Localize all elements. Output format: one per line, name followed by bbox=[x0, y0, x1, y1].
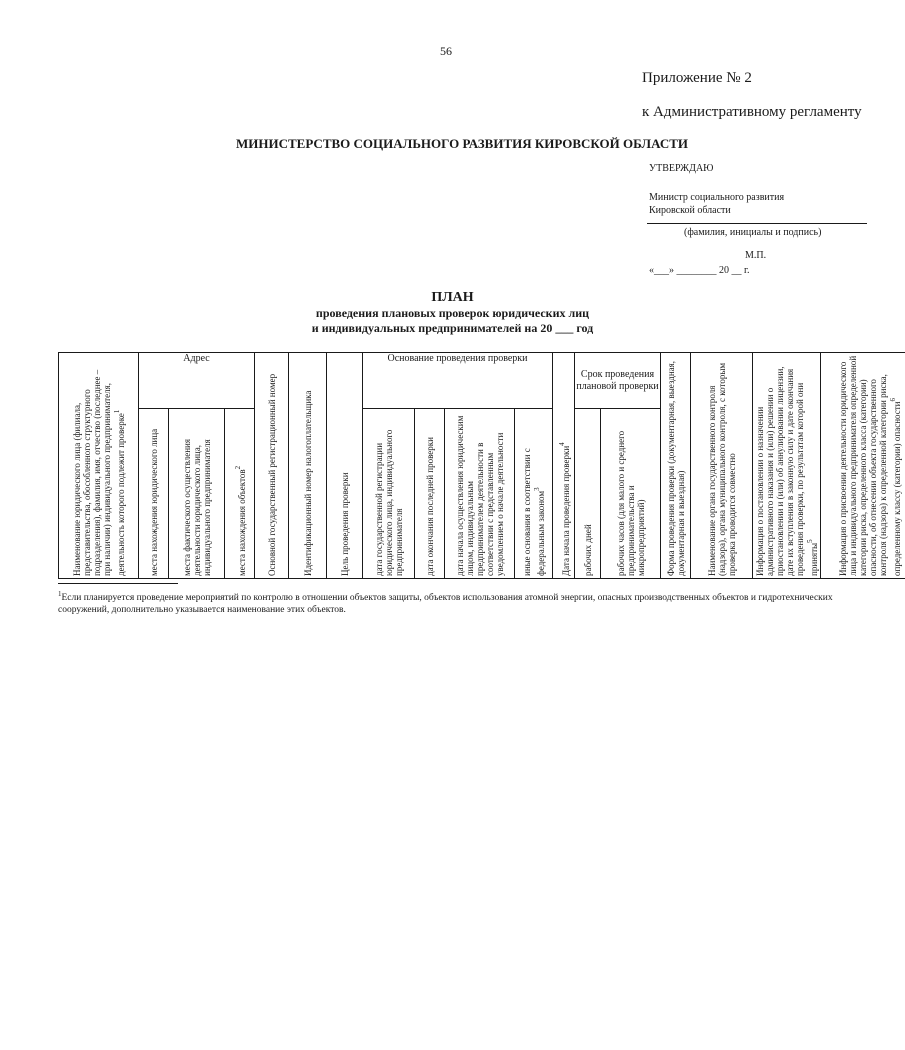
col-form: Форма проведения проверки (документарная, выездная, документарная и выездная) bbox=[661, 353, 691, 579]
col-inn: Идентификационный номер налогоплательщика bbox=[289, 353, 327, 579]
col-goal: Цель проведения проверки bbox=[327, 353, 363, 579]
signature-line bbox=[647, 223, 867, 224]
signature-hint: (фамилия, инициалы и подпись) bbox=[684, 227, 822, 238]
term-header: Срок проведения плановой проверки bbox=[575, 353, 661, 409]
col-start-date: Дата начала проведения проверки$^4$ bbox=[553, 353, 575, 579]
term-days: рабочих дней bbox=[575, 409, 601, 579]
basis-header: Основание проведения проверки bbox=[363, 353, 553, 409]
address-header: Адрес bbox=[139, 353, 255, 409]
col-penalty-info: Информация о постановлении о назначении административного наказания и (или) решении о приостановлении и (или) об аннулировании лицензии, дате их вступления в законную силу и дате окончания проведения проверки, по результатам которой они приняты$^5$ bbox=[753, 353, 821, 579]
footnote-rule bbox=[58, 583, 178, 584]
plan-subtitle-1: проведения плановых проверок юридических лиц bbox=[315, 306, 590, 320]
page-number: 56 bbox=[440, 44, 452, 58]
col-joint-organ: Наименование органа государственного контроля (надзора), органа муниципального контроля, с которым проверка проводится совместно bbox=[691, 353, 753, 579]
addr-objects: места нахождения объектов$^2$ bbox=[225, 409, 255, 579]
addr-legal: места нахождения юридического лица bbox=[139, 409, 169, 579]
appendix-subtitle: к Административному регламенту bbox=[642, 104, 862, 120]
col-ogrn: Основной государственный регистрационный номер bbox=[255, 353, 289, 579]
minister-line-2: Кировской области bbox=[649, 205, 731, 216]
approve-label: УТВЕРЖДАЮ bbox=[649, 163, 714, 174]
plan-title: ПЛАН bbox=[431, 290, 474, 305]
basis-other: иные основания в соответствии с федеральным законом$^3$ bbox=[515, 409, 553, 579]
plan-table bbox=[58, 352, 905, 579]
plan-subtitle-2: и индивидуальных предпринимателей на 20 ___ год bbox=[311, 321, 594, 335]
col-entity-name: Наименование юридического лица (филиала, представительства, обособленного структурного подразделения), фамилия, имя, отчество (последнее – при наличии) индивидуального предпринимателя, деятельность которого подлежит проверке$^1$ bbox=[59, 353, 139, 579]
addr-actual: места фактического осуществления деятельности юридического лица, индивидуального предпринимателя bbox=[169, 409, 225, 579]
minister-line-1: Министр социального развития bbox=[649, 192, 785, 203]
footnote: $^1$Если планируется проведение мероприятий по контролю в отношении объектов защиты, объектов использования атомной энергии, опасных производственных объектов и гидротехнических сооружений, дополнительно указывается наименование этих объектов. bbox=[58, 590, 833, 616]
basis-last-check: дата окончания последней проверки bbox=[415, 409, 445, 579]
approval-date: «___» ________ 20 __ г. bbox=[649, 265, 750, 276]
col-risk-info: Информация о присвоении деятельности юридического лица и индивидуального предпринимателя определенной категории риска, определенного класса (категории) опасности, об отнесении объекта государственного контроля (надзора) к определенной категории риска, определенному классу (категории) опасности$^6$ bbox=[821, 353, 905, 579]
stamp-label: М.П. bbox=[745, 250, 767, 261]
ministry-heading: МИНИСТЕРСТВО СОЦИАЛЬНОГО РАЗВИТИЯ КИРОВСКОЙ ОБЛАСТИ bbox=[236, 136, 688, 151]
basis-registration: дата государственной регистрации юридического лица, индивидуального предпринимателя bbox=[363, 409, 415, 579]
appendix-title: Приложение № 2 bbox=[642, 70, 752, 86]
basis-activity-start: дата начала осуществления юридическим лицом, индивидуальным предпринимателем деятельности в соответствии с представленным уведомлением о начале деятельности bbox=[445, 409, 515, 579]
term-hours: рабочих часов (для малого и среднего предпринимательства и микропредприятий) bbox=[601, 409, 661, 579]
